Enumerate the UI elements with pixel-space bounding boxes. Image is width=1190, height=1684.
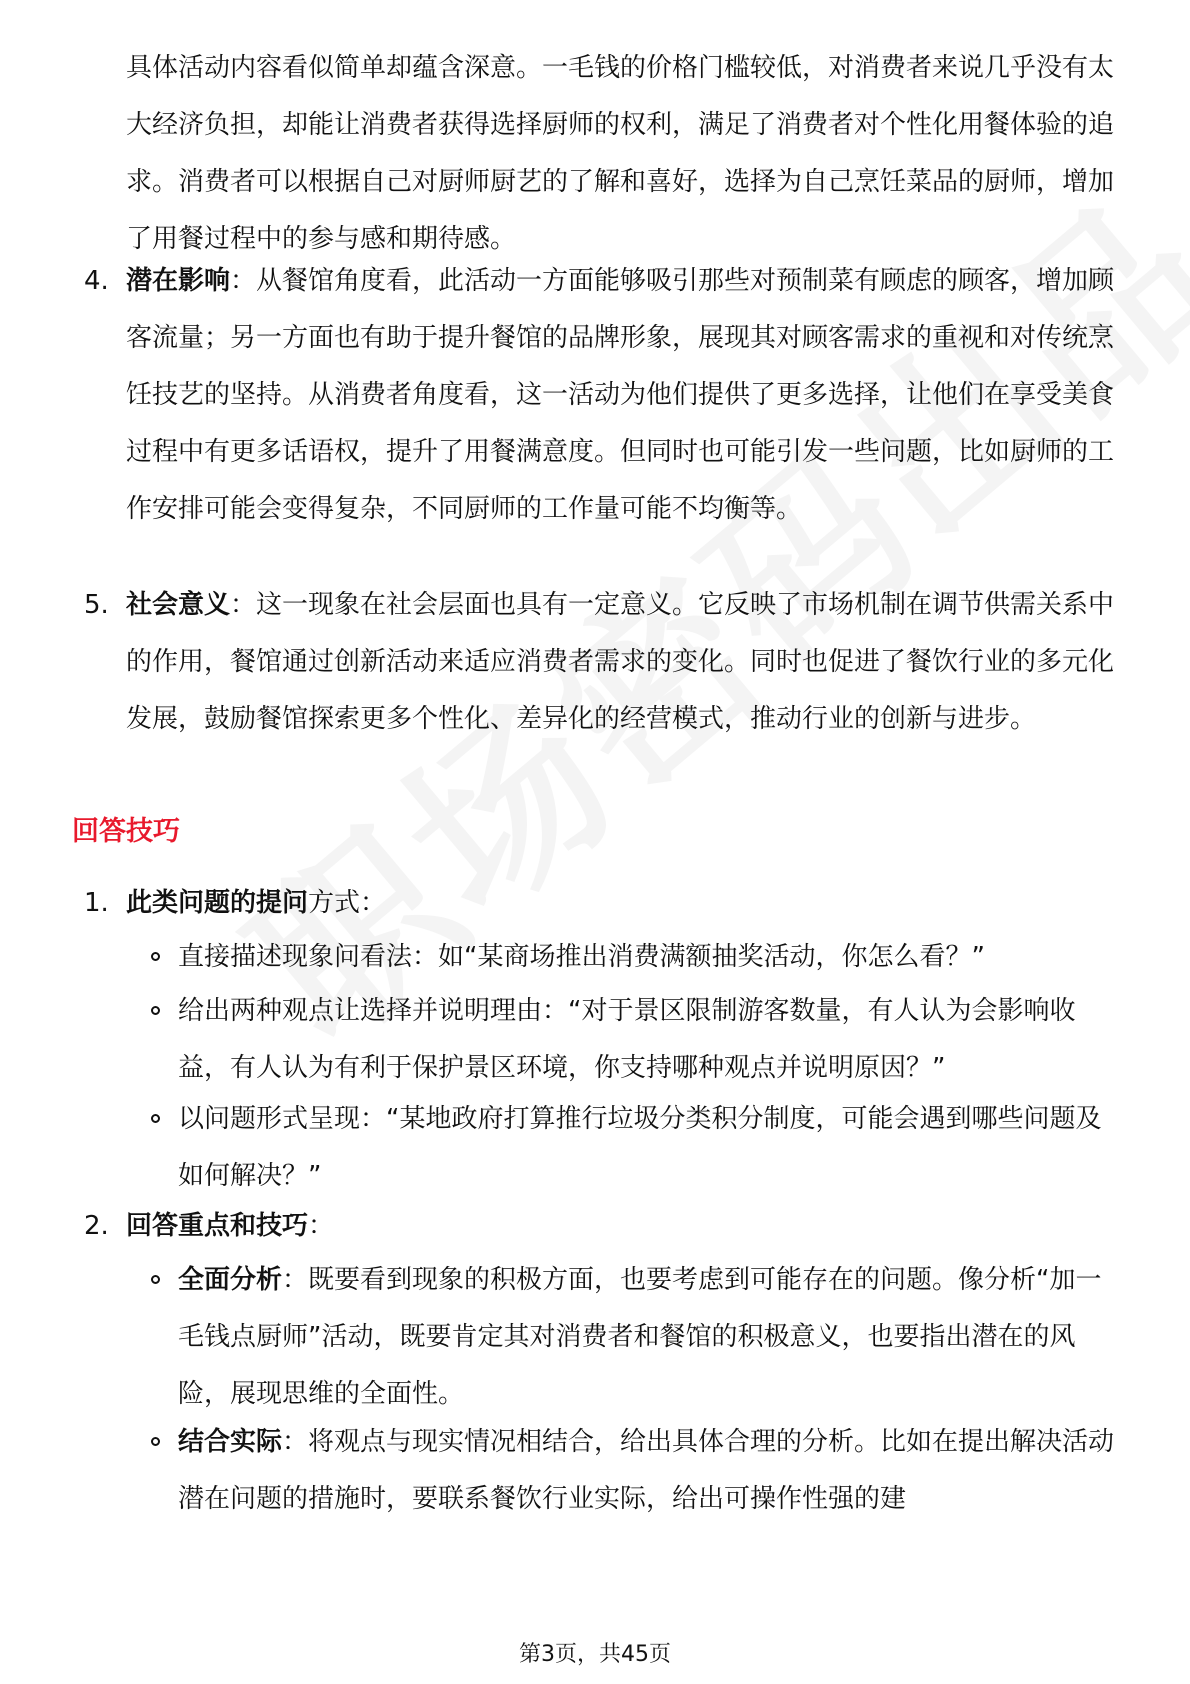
item-suffix: ： [308,1211,335,1241]
sub-list-item [178,983,1118,1097]
list-number: 5. [84,590,109,620]
list-number: 1. [84,888,109,918]
bullet-circle-icon [151,952,160,961]
section-heading: 回答技巧 [72,816,180,847]
tip-item-question-style [84,875,1116,932]
item-title: 社会意义 [126,590,231,620]
item-text: ：这一现象在社会层面也具有一定意义。它反映了市场机制在调节供需关系中的作用，餐馆通过创新活动来适应消费者需求的变化。同时也促进了餐饮行业的多元化发展，鼓励餐馆探索更多个性化、差异化的经营模式，推动行业的创新与进步。 [126,590,1115,734]
item-title: 此类问题的提问 [126,888,309,918]
list-item-social [84,577,1116,748]
sub-item-text: 以问题形式呈现：“某地政府打算推行垃圾分类积分制度，可能会遇到哪些问题及如何解决？” [178,1104,1102,1191]
list-number: 4. [84,266,109,296]
sub-item-text: 给出两种观点让选择并说明理由：“对于景区限制游客数量，有人认为会影响收益，有人认为有利于保护景区环境，你支持哪种观点并说明原因？” [178,996,1076,1083]
page-footer: 第3页，共45页 [519,1642,671,1667]
sub-list-item [178,1252,1118,1423]
sub-item-title: 全面分析 [178,1265,283,1295]
bullet-circle-icon [151,1006,160,1015]
item-text: ：从餐馆角度看，此活动一方面能够吸引那些对预制菜有顾虑的顾客，增加顾客流量；另一方面也有助于提升餐馆的品牌形象，展现其对顾客需求的重视和对传统烹饪技艺的坚持。从消费者角度看，这一活动为他们提供了更多选择，让他们在享受美食过程中有更多话语权，提升了用餐满意度。但同时也可能引发一些问题，比如厨师的工作安排可能会变得复杂，不同厨师的工作量可能不均衡等。 [126,266,1115,524]
bullet-circle-icon [151,1275,160,1284]
list-number: 2. [84,1211,109,1241]
item-title: 回答重点和技巧 [126,1211,309,1241]
sub-list-item [178,929,1118,986]
sub-list-item [178,1091,1118,1205]
bullet-circle-icon [151,1437,160,1446]
list-item-impact [84,253,1116,538]
sub-item-title: 结合实际 [178,1427,283,1457]
sub-item-text: ：既要看到现象的积极方面，也要考虑到可能存在的问题。像分析“加一毛钱点厨师”活动，既要肯定其对消费者和餐馆的积极意义，也要指出潜在的风险，展现思维的全面性。 [178,1265,1102,1409]
sub-item-text: 直接描述现象问看法：如“某商场推出消费满额抽奖活动，你怎么看？” [178,942,985,972]
bullet-circle-icon [151,1114,160,1123]
item-title: 潜在影响 [126,266,231,296]
sub-item-text: ：将观点与现实情况相结合，给出具体合理的分析。比如在提出解决活动潜在问题的措施时，要联系餐饮行业实际，给出可操作性强的建 [178,1427,1115,1514]
sub-list-item [178,1414,1118,1528]
item-suffix: 方式： [308,888,387,918]
intro-paragraph: 具体活动内容看似简单却蕴含深意。一毛钱的价格门槛较低，对消费者来说几乎没有太大经济负担，却能让消费者获得选择厨师的权利，满足了消费者对个性化用餐体验的追求。消费者可以根据自己对厨师厨艺的了解和喜好，选择为自己烹饪菜品的厨师，增加了用餐过程中的参与感和期待感。 [126,53,1115,254]
tip-item-answer-focus [84,1198,1116,1255]
